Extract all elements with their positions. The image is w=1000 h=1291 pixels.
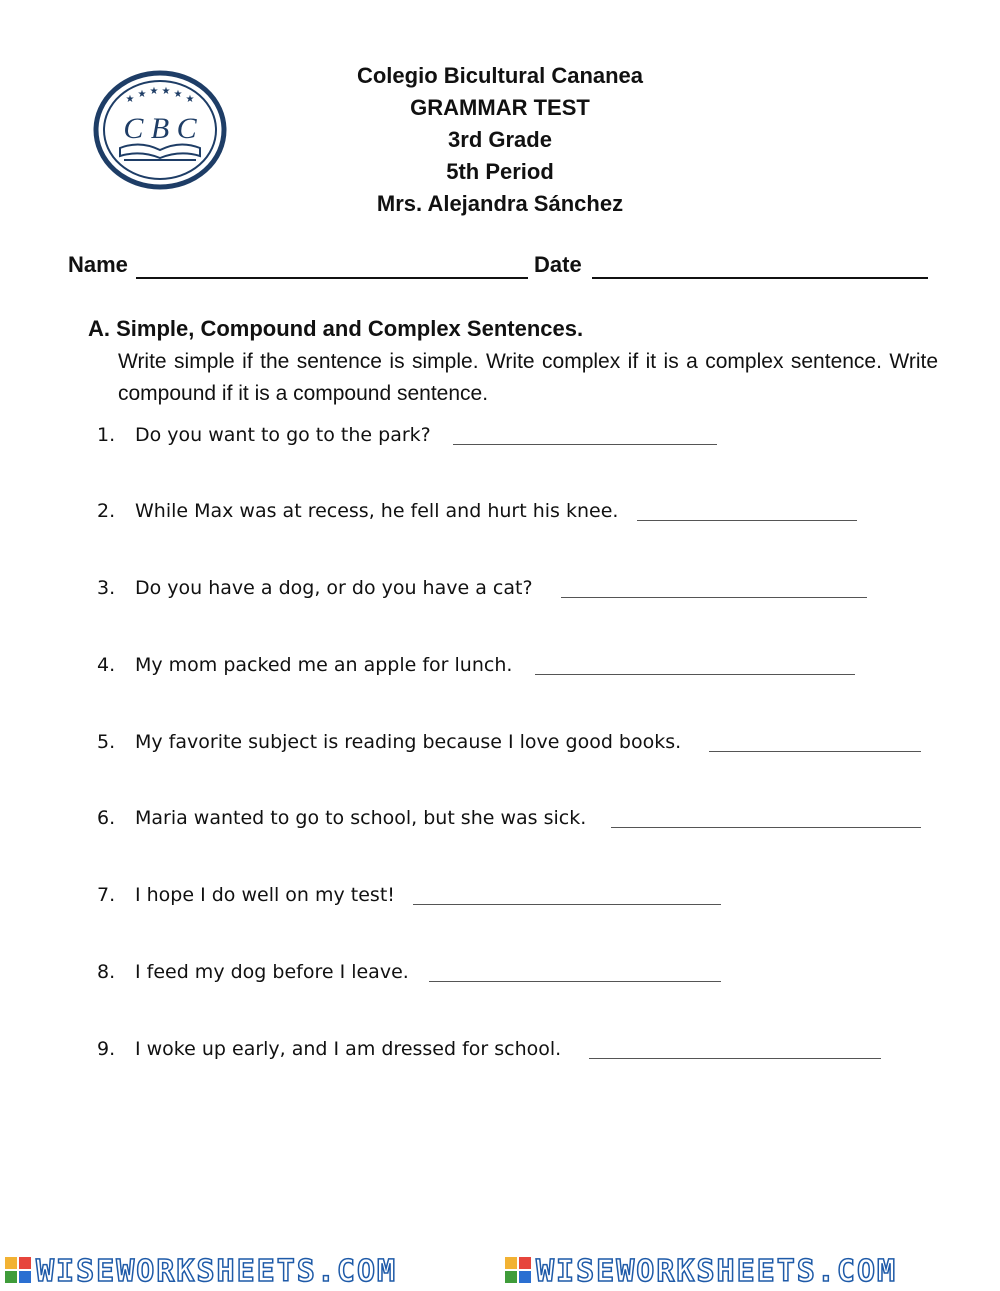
answer-line[interactable] (453, 444, 717, 445)
question-text: I woke up early, and I am dressed for school. (135, 1038, 562, 1060)
name-field[interactable] (136, 277, 528, 279)
watermark-footer (0, 1250, 1000, 1291)
answer-line[interactable] (561, 597, 867, 598)
question-number: 5. (97, 731, 116, 753)
question-number: 9. (97, 1038, 116, 1060)
svg-text:★: ★ (161, 86, 171, 97)
question-number: 3. (97, 577, 116, 599)
test-title: GRAMMAR TEST (410, 95, 590, 120)
grade: 3rd Grade (448, 127, 552, 152)
answer-line[interactable] (709, 751, 921, 752)
watermark-text: WISEWORKSHEETS.COM (36, 1254, 398, 1289)
question-number: 6. (97, 807, 116, 829)
svg-text:★: ★ (125, 94, 135, 105)
question-text: I feed my dog before I leave. (135, 961, 409, 983)
answer-line[interactable] (611, 827, 921, 828)
svg-text:★: ★ (173, 89, 183, 100)
date-label: Date (534, 252, 582, 277)
answer-line[interactable] (429, 981, 721, 982)
question-number: 2. (97, 500, 116, 522)
svg-text:★: ★ (149, 86, 159, 97)
name-date-row (68, 252, 938, 282)
svg-text:★: ★ (185, 94, 195, 105)
teacher-name: Mrs. Alejandra Sánchez (376, 191, 624, 216)
answer-line[interactable] (413, 904, 721, 905)
logo-text: C B C (123, 112, 197, 145)
question-text: Do you want to go to the park? (135, 424, 431, 446)
date-field[interactable] (592, 277, 928, 279)
answer-line[interactable] (535, 674, 855, 675)
question-text: Maria wanted to go to school, but she was sick. (135, 807, 587, 829)
question-number: 1. (97, 424, 116, 446)
question-number: 8. (97, 961, 116, 983)
cube-icon (4, 1256, 32, 1284)
question-text: Do you have a dog, or do you have a cat? (135, 577, 533, 599)
test-header (250, 60, 750, 220)
school-logo (92, 70, 228, 190)
answer-line[interactable] (589, 1058, 881, 1059)
question-text: My mom packed me an apple for lunch. (135, 654, 513, 676)
question-text: While Max was at recess, he fell and hurt his knee. (135, 500, 619, 522)
name-label: Name (68, 252, 128, 277)
section-instructions: Write simple if the sentence is simple. Write complex if it is a complex sentence. Write compound if it is a compound sentence. (118, 350, 938, 405)
watermark-text: WISEWORKSHEETS.COM (536, 1254, 898, 1289)
school-name: Colegio Bicultural Cananea (356, 63, 644, 88)
period: 5th Period (446, 159, 554, 184)
question-number: 7. (97, 884, 116, 906)
section-title: A. Simple, Compound and Complex Sentences. (88, 316, 584, 341)
answer-line[interactable] (637, 520, 857, 521)
svg-text:★: ★ (137, 89, 147, 100)
question-number: 4. (97, 654, 116, 676)
cube-icon (504, 1256, 532, 1284)
question-text: My favorite subject is reading because I love good books. (135, 731, 682, 753)
question-text: I hope I do well on my test! (135, 884, 395, 906)
